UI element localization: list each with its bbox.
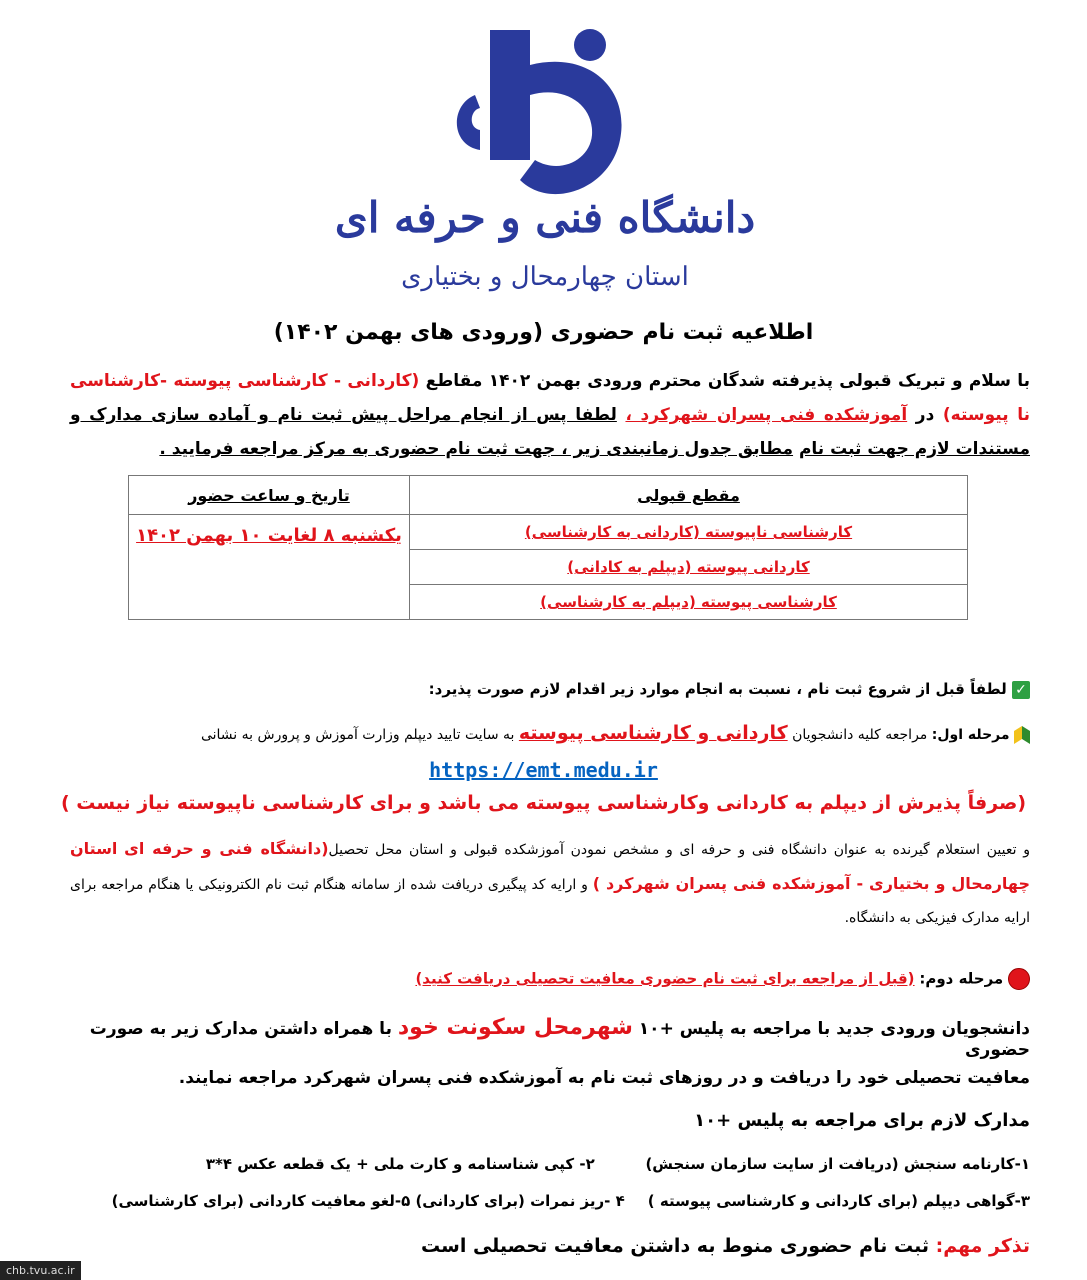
step1-body1-red: (دانشگاه فنی و حرفه ای: [124, 839, 329, 858]
intro-line1: با سلام و تبریک قبولی پذیرفته شدگان محترم ورودی بهمن ۱۴۰۲ مقاطع: [425, 371, 1030, 391]
step2-line1: [70, 1015, 1030, 1060]
doc-item-3: ۳-گواهی دیپلم (برای کاردانی و کارشناسی پیوسته ): [647, 1192, 1030, 1210]
intro-line2: لطفا پس از انجام مراحل پیش ثبت نام و آماده سازی مدارک و مستندات لازم جهت ثبت نام: [70, 405, 1030, 459]
beginner-badge-icon: [1014, 726, 1030, 744]
col-date-header: تاریخ و ساعت حضور: [129, 476, 410, 515]
step1-body2: و ارایه کد پیگیری دریافت شده از سامانه هنگام ثبت نام الکترونیکی یا هنگام: [148, 877, 588, 893]
step2-line1-a: دانشجویان ورودی جدید با مراجعه به پلیس +۱۰: [638, 1019, 1030, 1039]
step1-body: [70, 832, 1030, 935]
check-icon: ✓: [1012, 681, 1030, 699]
intro-college: آموزشکده فنی پسران شهرکرد ،: [625, 405, 908, 425]
step2-line1-b: با همراه داشتن مدارک زیر به صورت حضوری: [89, 1019, 1030, 1060]
step2-red: (قبل از مراجعه برای ثبت نام حضوری معافیت تحصیلی دریافت کنید): [415, 969, 915, 988]
step1-body3: مراجعه برای ارایه مدارک فیزیکی به دانشگاه.: [70, 877, 1030, 926]
reminder-label: تذکر مهم:: [935, 1235, 1030, 1257]
doc-item-2: ۲- کپی شناسنامه و کارت ملی + یک قطعه عکس ۴*۳: [205, 1155, 595, 1173]
before-start-text: لطفاً قبل از شروع ثبت نام ، نسبت به انجام موارد زیر اقدام لازم صورت پذیرد:: [428, 680, 1007, 698]
step1-line: [70, 722, 1030, 744]
step1-highlight: کاردانی و کارشناسی پیوسته: [518, 722, 788, 744]
col-degree-header: مقطع قبولی: [410, 476, 968, 515]
intro-paragraph: [70, 364, 1030, 466]
attendance-date: یکشنبه ۸ لغایت ۱۰ بهمن ۱۴۰۲: [129, 515, 410, 620]
step1-note: (صرفاً پذیرش از دیپلم به کاردانی وکارشناسی پیوسته می باشد و برای کارشناسی ناپیوسته نیاز نیست ): [60, 792, 1027, 814]
university-logo: [334, 10, 756, 310]
diploma-url-link[interactable]: https://emt.medu.ir: [429, 758, 658, 782]
reminder-text: ثبت نام حضوری منوط به داشتن معافیت تحصیلی است: [421, 1235, 929, 1257]
province-name: استان چهارمحال و بختیاری: [401, 262, 689, 292]
step1-label: مرحله اول:: [931, 727, 1010, 743]
table-row: کارشناسی ناپیوسته (کاردانی به کارشناسی): [410, 515, 968, 550]
step1-body1: و تعیین استعلام گیرنده به عنوان دانشگاه فنی و حرفه ای و مشخص نمودن آموزشکده قبولی و استان محل تحصیل: [328, 842, 1031, 858]
docs-row-1: [70, 1155, 1030, 1173]
university-name: دانشگاه فنی و حرفه ای: [334, 193, 756, 242]
page-title: اطلاعیه ثبت نام حضوری (ورودی های بهمن ۱۴۰۲): [273, 320, 814, 345]
step1-text-a: مراجعه کلیه دانشجویان: [792, 727, 928, 743]
doc-item-1: ۱-کارنامه سنجش (دریافت از سایت سازمان سنجش): [645, 1155, 1030, 1173]
schedule-table: [128, 475, 968, 620]
docs-row-2: [70, 1192, 1030, 1210]
before-start-line: [70, 680, 1030, 699]
intro-degrees: (کاردانی - کارشناسی پیوسته -کارشناسی نا پیوسته): [70, 371, 1030, 425]
doc-item-4: ۴ -ریز نمرات (برای کاردانی) ۵-لغو معافیت کاردانی (برای کارشناسی): [111, 1192, 625, 1210]
step2-label: مرحله دوم:: [919, 969, 1004, 988]
step2-line1-red: شهرمحل سکونت خود: [397, 1015, 633, 1040]
table-row: کاردانی پیوسته (دیپلم به کادانی): [410, 550, 968, 585]
reminder-line: [70, 1235, 1030, 1257]
intro-line3: مطابق جدول زمانبندی زیر ، جهت ثبت نام حضوری به مرکز مراجعه فرمایید .: [159, 439, 794, 459]
table-row: کارشناسی پیوسته (دیپلم به کارشناسی): [410, 585, 968, 620]
intro-line1-end: در: [915, 405, 935, 425]
site-watermark: chb.tvu.ac.ir: [0, 1261, 81, 1280]
docs-title: مدارک لازم برای مراجعه به پلیس +۱۰: [694, 1110, 1030, 1131]
step2-line2: معافیت تحصیلی خود را دریافت و در روزهای ثبت نام به آموزشکده فنی پسران شهرکرد مراجعه نمایند.: [178, 1068, 1030, 1088]
red-circle-icon: [1008, 968, 1030, 990]
step1-body2-red: استان چهارمحال و بختیاری - آموزشکده فنی پسران شهرکرد ): [70, 839, 1031, 893]
step2-line: [70, 968, 1030, 990]
step1-text-b: به سایت تایید دیپلم وزارت آموزش و پرورش به نشانی: [200, 727, 515, 743]
